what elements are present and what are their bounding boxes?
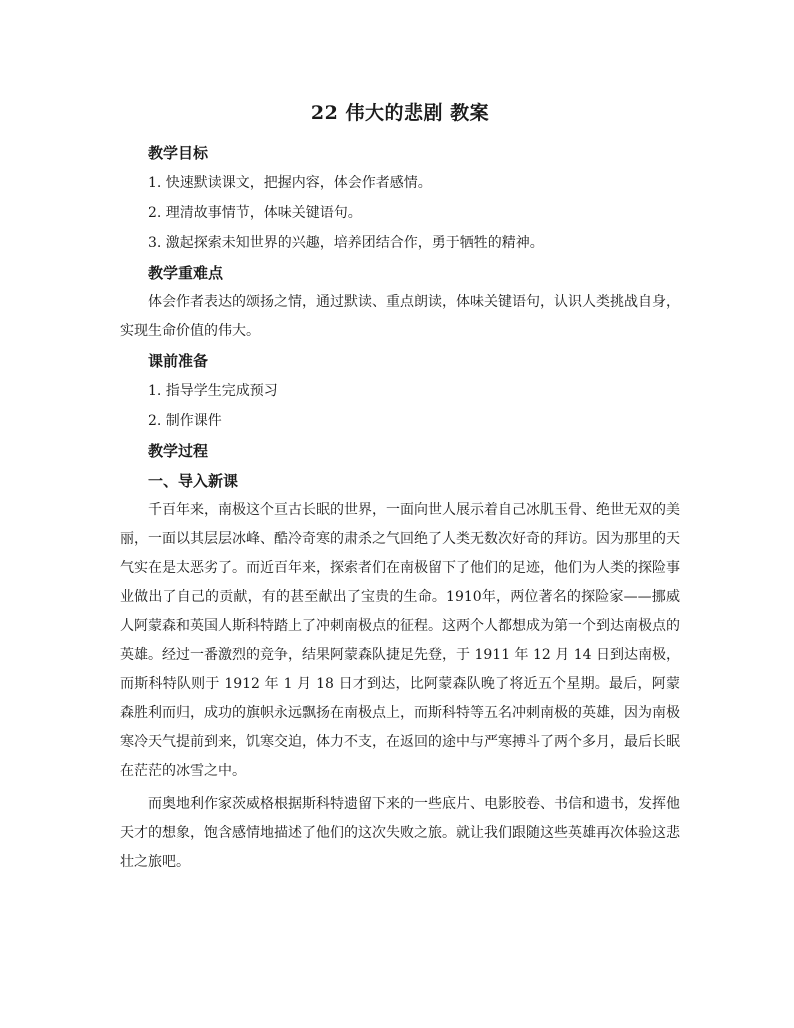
section-heading-goals: 教学目标 [148, 144, 209, 162]
section-heading-key-points: 教学重难点 [148, 264, 224, 282]
goal-item: 1. 快速默读课文，把握内容，体会作者感情。 [148, 175, 432, 191]
goal-item: 3. 激起探索未知世界的兴趣，培养团结合作，勇于牺牲的精神。 [148, 235, 544, 251]
document-page [120, 98, 680, 877]
preparation-item: 1. 指导学生完成预习 [148, 383, 278, 399]
section-heading-process: 教学过程 [148, 442, 209, 460]
process-paragraph: 千百年来，南极这个亘古长眠的世界，一面向世人展示着自己冰肌玉骨、绝世无双的美丽，一面以其层层冰峰、酷冷奇寒的肃杀之气回绝了人类无数次好奇的拜访。因为那里的天气实在是太恶劣了。而近百年来，探索者们在南极留下了他们的足迹，他们为人类的探险事业做出了自己的贡献，有的甚至献出了宝贵的生命。1910年，两位著名的探险家——挪威人阿蒙森和英国人斯科特踏上了冲刺南极点的征程。这两个人都想成为第一个到达南极点的英雄。经过一番激烈的竞争，结果阿蒙森队捷足先登，于 1911 年 12 月 14 日到达南极，而斯科特队则于 1912 年 1 月 18 日才到达，比阿蒙森队晚了将近五个星期。最后，阿蒙森胜利而归，成功的旗帜永远飘扬在南极点上，而斯科特等五名冲刺南极的英雄，因为南极寒冷天气提前到来，饥寒交迫，体力不支，在返回的途中与严寒搏斗了两个多月，最后长眠在茫茫的冰雪之中。 [120, 502, 680, 779]
document-title: 22 伟大的悲剧 教案 [310, 102, 490, 124]
key-points-text: 体会作者表达的颂扬之情，通过默读、重点朗读，体味关键语句，认识人类挑战自身，实现生命价值的伟大。 [120, 294, 680, 339]
process-paragraph: 而奥地利作家茨威格根据斯科特遗留下来的一些底片、电影胶卷、书信和遗书，发挥他天才的想象，饱含感情地描述了他们的这次失败之旅。就让我们跟随这些英雄再次体验这悲壮之旅吧。 [120, 796, 680, 870]
goal-item: 2. 理清故事情节，体味关键语句。 [148, 205, 362, 221]
section-heading-preparation: 课前准备 [148, 352, 209, 370]
preparation-item: 2. 制作课件 [148, 413, 222, 429]
process-subheading: 一、导入新课 [148, 472, 239, 490]
